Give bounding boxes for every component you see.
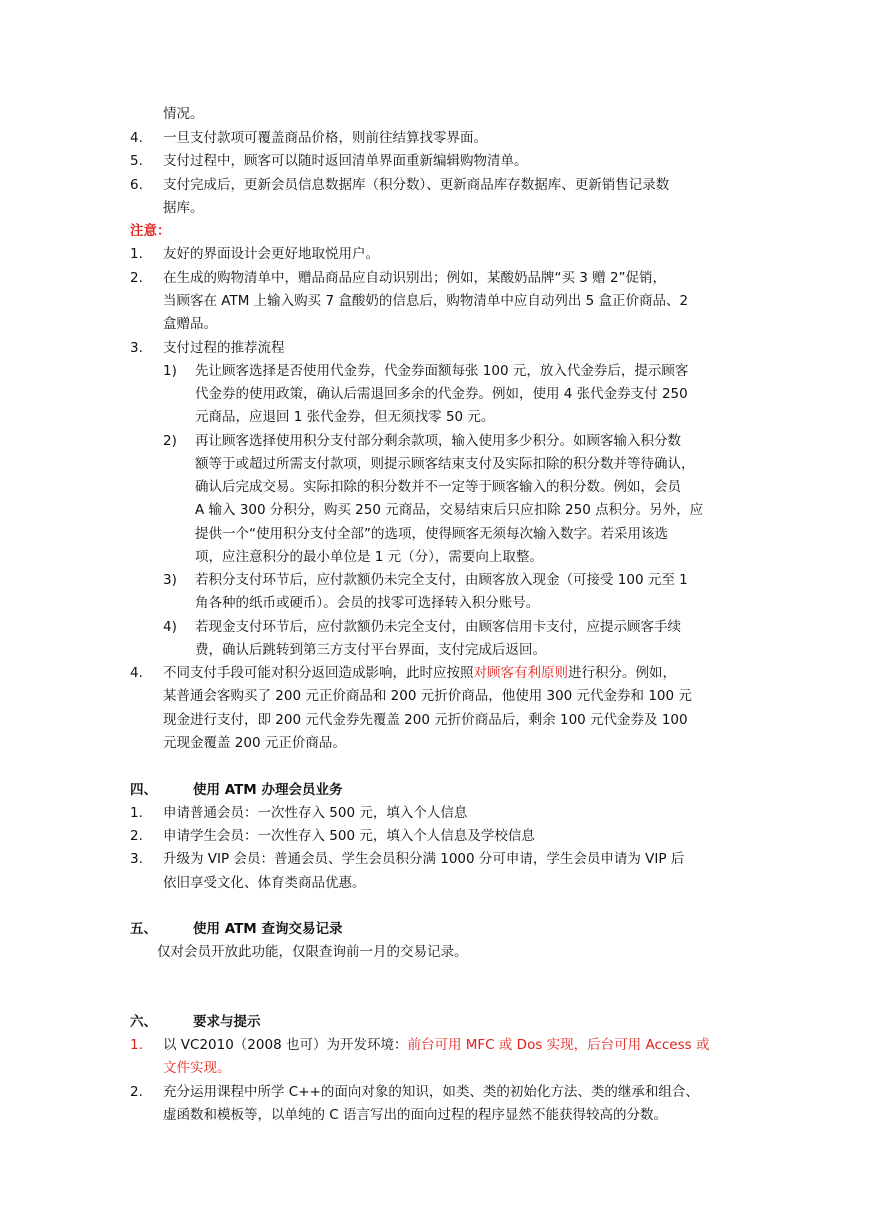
- highlight-text: 对顾客有利原则: [473, 665, 568, 681]
- text-span: 进行积分。例如，: [568, 665, 676, 681]
- sublist-item-text: 费，确认后跳转到第三方支付平台界面，支付完成后返回。: [195, 642, 546, 658]
- sublist-item-text: 元商品，应退回 1 张代金券，但无须找零 50 元。: [195, 409, 495, 425]
- sublist-item-text: 若积分支付环节后，应付款额仍未完全支付，由顾客放入现金（可接受 100 元至 1: [195, 572, 688, 588]
- list-item-text: 元现金覆盖 200 元正价商品。: [163, 735, 346, 751]
- sublist-item-text: 再让顾客选择使用积分支付部分剩余款项，输入使用多少积分。如顾客输入积分数: [195, 433, 681, 449]
- text-span: 以 VC2010（2008 也可）为开发环境：: [163, 1037, 408, 1053]
- sublist-number: 4): [163, 619, 177, 635]
- list-number: 2.: [130, 828, 143, 844]
- sublist-item-text: A 输入 300 分积分，购买 250 元商品，交易结束后只应扣除 250 点积分。另外，应: [195, 502, 704, 518]
- list-number: 4.: [130, 130, 143, 146]
- list-item-text: 支付完成后，更新会员信息数据库（积分数）、更新商品库存数据库、更新销售记录数: [163, 177, 670, 193]
- list-continuation: 情况。: [163, 106, 204, 122]
- list-number: 2.: [130, 1084, 143, 1100]
- list-number: 6.: [130, 177, 143, 193]
- list-item-text: 某普通会客购买了 200 元正价商品和 200 元折价商品，他使用 300 元代金券和 100 元: [163, 688, 692, 704]
- list-item-text: 一旦支付款项可覆盖商品价格，则前往结算找零界面。: [163, 130, 487, 146]
- list-item-text: [163, 663, 676, 683]
- sublist-number: 3): [163, 572, 177, 588]
- section-title: 使用 ATM 办理会员业务: [193, 782, 343, 798]
- list-number: 1.: [130, 1037, 143, 1053]
- list-item-text: 支付过程的推荐流程: [163, 340, 285, 356]
- sublist-item-text: 角各种的纸币或硬币）。会员的找零可选择转入积分账号。: [195, 595, 540, 611]
- list-item-text: 虚函数和模板等，以单纯的 C 语言写出的面向过程的程序显然不能获得较高的分数。: [163, 1107, 668, 1123]
- section-title: 使用 ATM 查询交易记录: [193, 921, 343, 937]
- list-item-text: 据库。: [163, 200, 204, 216]
- list-number: 2.: [130, 270, 143, 286]
- list-item-text: 盒赠品。: [163, 316, 217, 332]
- note-heading: 注意：: [130, 223, 171, 239]
- list-item-text: 现金进行支付，即 200 元代金券先覆盖 200 元折价商品后，剩余 100 元代金券及 100: [163, 712, 688, 728]
- sublist-item-text: 提供一个“使用积分支付全部”的选项，使得顾客无须每次输入数字。若采用该选: [195, 526, 668, 542]
- sublist-number: 1): [163, 363, 177, 379]
- list-item-text: 支付过程中，顾客可以随时返回清单界面重新编辑购物清单。: [163, 153, 528, 169]
- list-number: 1.: [130, 246, 143, 262]
- highlight-text: 前台可用 MFC 或 Dos 实现，后台可用 Access 或: [407, 1037, 710, 1053]
- list-item-text: 充分运用课程中所学 C++的面向对象的知识，如类、类的初始化方法、类的继承和组合、: [163, 1084, 699, 1100]
- text-span: 不同支付手段可能对积分返回造成影响，此时应按照: [163, 665, 474, 681]
- list-item-text: 当顾客在 ATM 上输入购买 7 盒酸奶的信息后，购物清单中应自动列出 5 盒正价商品、2: [163, 293, 689, 309]
- sublist-item-text: 项，应注意积分的最小单位是 1 元（分），需要向上取整。: [195, 549, 543, 565]
- list-item-text: [163, 1035, 709, 1055]
- list-number: 3.: [130, 340, 143, 356]
- list-item-text: 申请学生会员：一次性存入 500 元，填入个人信息及学校信息: [163, 828, 535, 844]
- list-item-text: 在生成的购物清单中，赠品商品应自动识别出；例如，某酸奶品牌“买 3 赠 2”促销，: [163, 270, 667, 286]
- highlight-text: 文件实现。: [163, 1060, 231, 1076]
- list-item-text: 申请普通会员：一次性存入 500 元，填入个人信息: [163, 805, 468, 821]
- section-paragraph: 仅对会员开放此功能，仅限查询前一月的交易记录。: [157, 944, 468, 960]
- section-number: 四、: [130, 782, 157, 798]
- sublist-number: 2): [163, 433, 177, 449]
- list-number: 3.: [130, 851, 143, 867]
- sublist-item-text: 先让顾客选择是否使用代金券，代金券面额每张 100 元，放入代金券后，提示顾客: [195, 363, 689, 379]
- section-title: 要求与提示: [193, 1014, 261, 1030]
- list-item-text: 升级为 VIP 会员：普通会员、学生会员积分满 1000 分可申请，学生会员申请为 VIP 后: [163, 851, 685, 867]
- sublist-item-text: 若现金支付环节后，应付款额仍未完全支付，由顾客信用卡支付，应提示顾客手续: [195, 619, 681, 635]
- sublist-item-text: 额等于或超过所需支付款项，则提示顾客结束支付及实际扣除的积分数并等待确认，: [195, 456, 695, 472]
- list-number: 1.: [130, 805, 143, 821]
- sublist-item-text: 代金券的使用政策，确认后需退回多余的代金券。例如，使用 4 张代金券支付 250: [195, 386, 688, 402]
- list-number: 5.: [130, 153, 143, 169]
- list-item-text: 友好的界面设计会更好地取悦用户。: [163, 246, 379, 262]
- section-number: 五、: [130, 921, 157, 937]
- sublist-item-text: 确认后完成交易。实际扣除的积分数并不一定等于顾客输入的积分数。例如，会员: [195, 479, 681, 495]
- list-item-text: 依旧享受文化、体育类商品优惠。: [163, 875, 366, 891]
- section-number: 六、: [130, 1014, 157, 1030]
- list-number: 4.: [130, 665, 143, 681]
